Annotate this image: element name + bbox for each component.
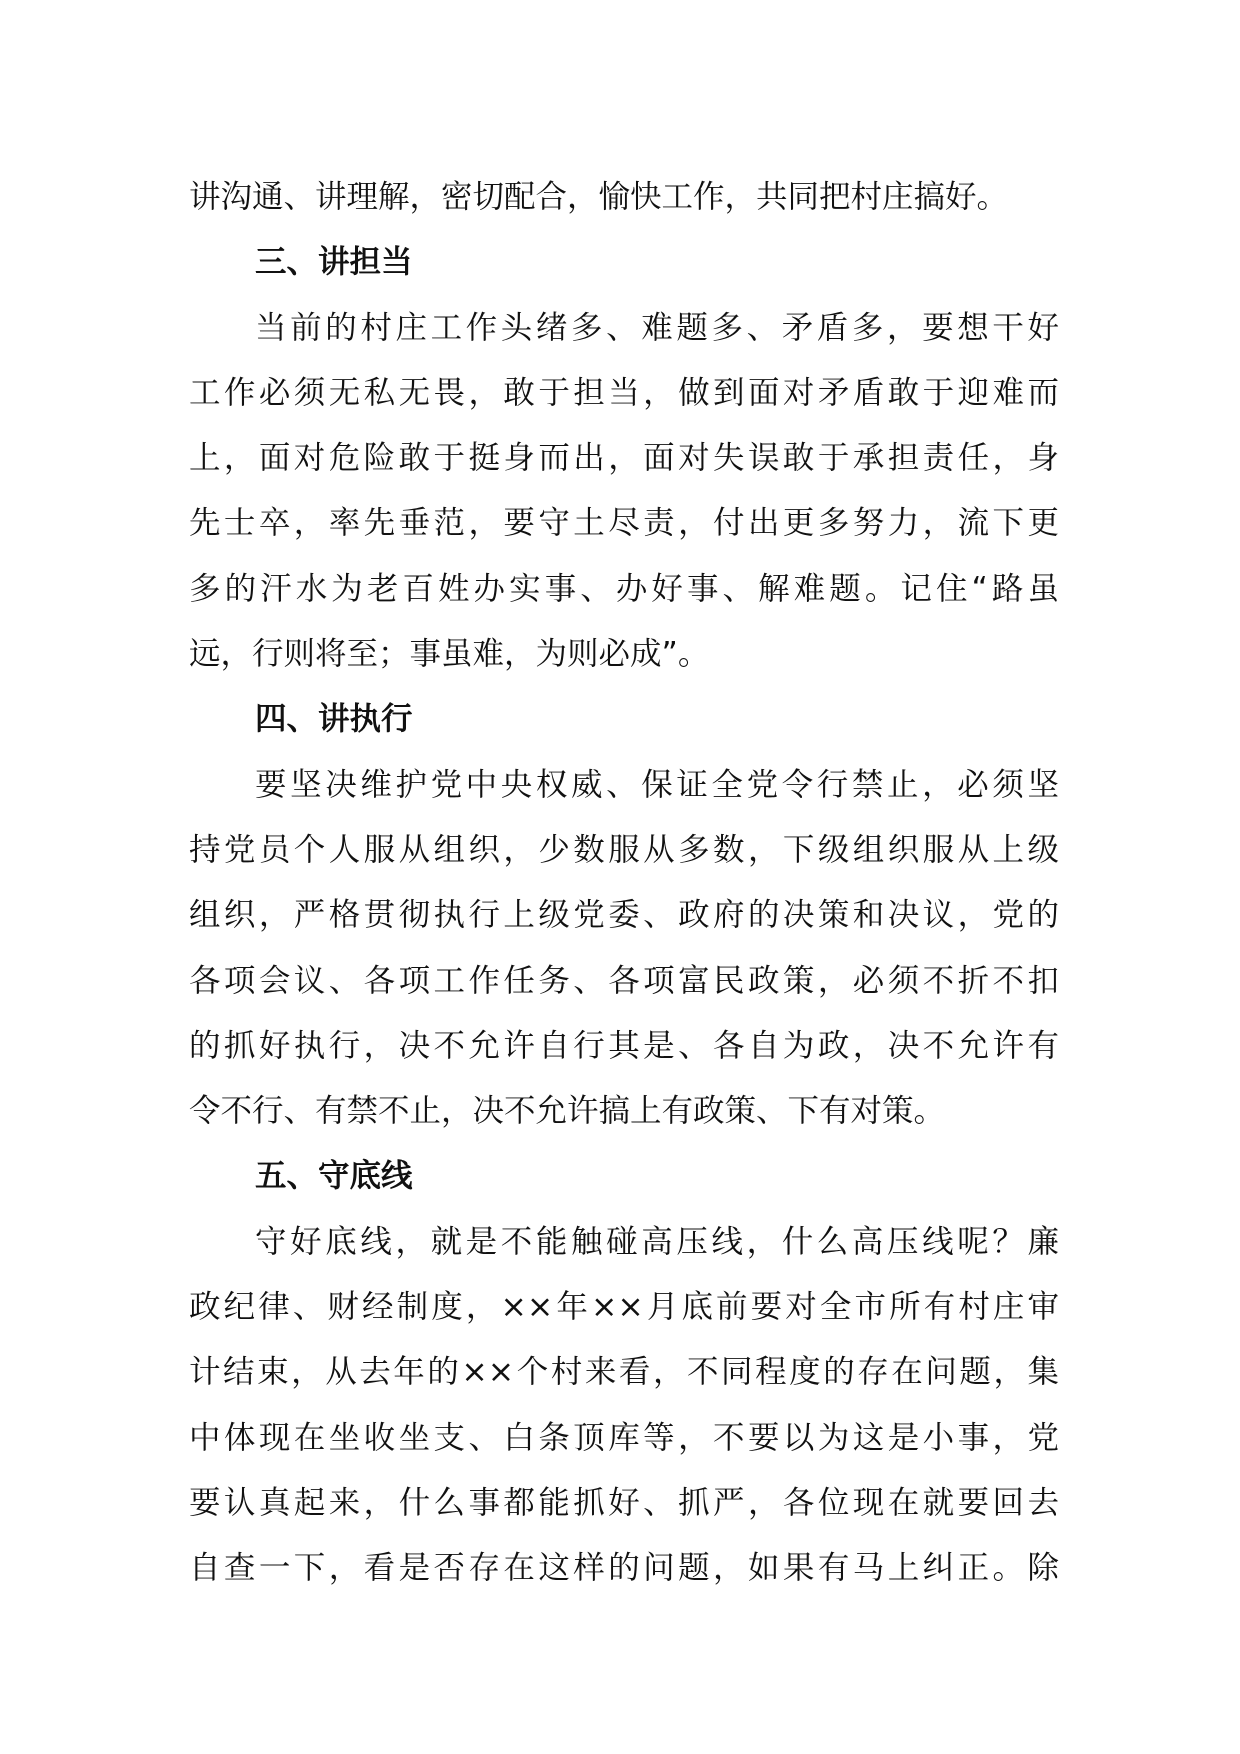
paragraph-line: 的抓好执行，决不允许自行其是、各自为政，决不允许有 [189, 1027, 1059, 1064]
paragraph-line: 计结束，从去年的××个村来看，不同程度的存在问题，集 [189, 1354, 1059, 1391]
paragraph-line: 中体现在坐收坐支、白条顶库等，不要以为这是小事，党 [189, 1419, 1059, 1456]
paragraph-line: 多的汗水为老百姓办实事、办好事、解难题。记住“路虽 [189, 570, 1059, 607]
paragraph-line: 令不行、有禁不止，决不允许搞上有政策、下有对策。 [189, 1093, 946, 1130]
section-heading-4: 四、讲执行 [255, 701, 413, 738]
section-heading-5: 五、守底线 [255, 1158, 413, 1195]
paragraph-line: 上，面对危险敢于挺身而出，面对失误敢于承担责任，身 [189, 440, 1059, 477]
paragraph-line: 持党员个人服从组织，少数服从多数，下级组织服从上级 [189, 831, 1059, 868]
paragraph-line: 要认真起来，什么事都能抓好、抓严，各位现在就要回去 [189, 1484, 1059, 1521]
paragraph-line: 远，行则将至；事虽难，为则必成”。 [189, 636, 710, 673]
paragraph-line: 当前的村庄工作头绪多、难题多、矛盾多，要想干好 [255, 309, 1059, 346]
paragraph-line: 讲沟通、讲理解，密切配合，愉快工作，共同把村庄搞好。 [189, 179, 1009, 215]
paragraph-line: 自查一下，看是否存在这样的问题，如果有马上纠正。除 [189, 1550, 1059, 1587]
paragraph-line: 工作必须无私无畏，敢于担当，做到面对矛盾敢于迎难而 [189, 374, 1059, 411]
document-body [189, 165, 1059, 1602]
paragraph-line: 政纪律、财经制度，××年××月底前要对全市所有村庄审 [189, 1289, 1059, 1326]
paragraph-line: 要坚决维护党中央权威、保证全党令行禁止，必须坚 [255, 766, 1059, 803]
section-heading-3: 三、讲担当 [255, 244, 413, 281]
paragraph-line: 守好底线，就是不能触碰高压线，什么高压线呢？廉 [255, 1223, 1059, 1260]
paragraph-line: 组织，严格贯彻执行上级党委、政府的决策和决议，党的 [189, 897, 1059, 934]
paragraph-line: 各项会议、各项工作任务、各项富民政策，必须不折不扣 [189, 962, 1059, 999]
paragraph-line: 先士卒，率先垂范，要守土尽责，付出更多努力，流下更 [189, 505, 1059, 542]
